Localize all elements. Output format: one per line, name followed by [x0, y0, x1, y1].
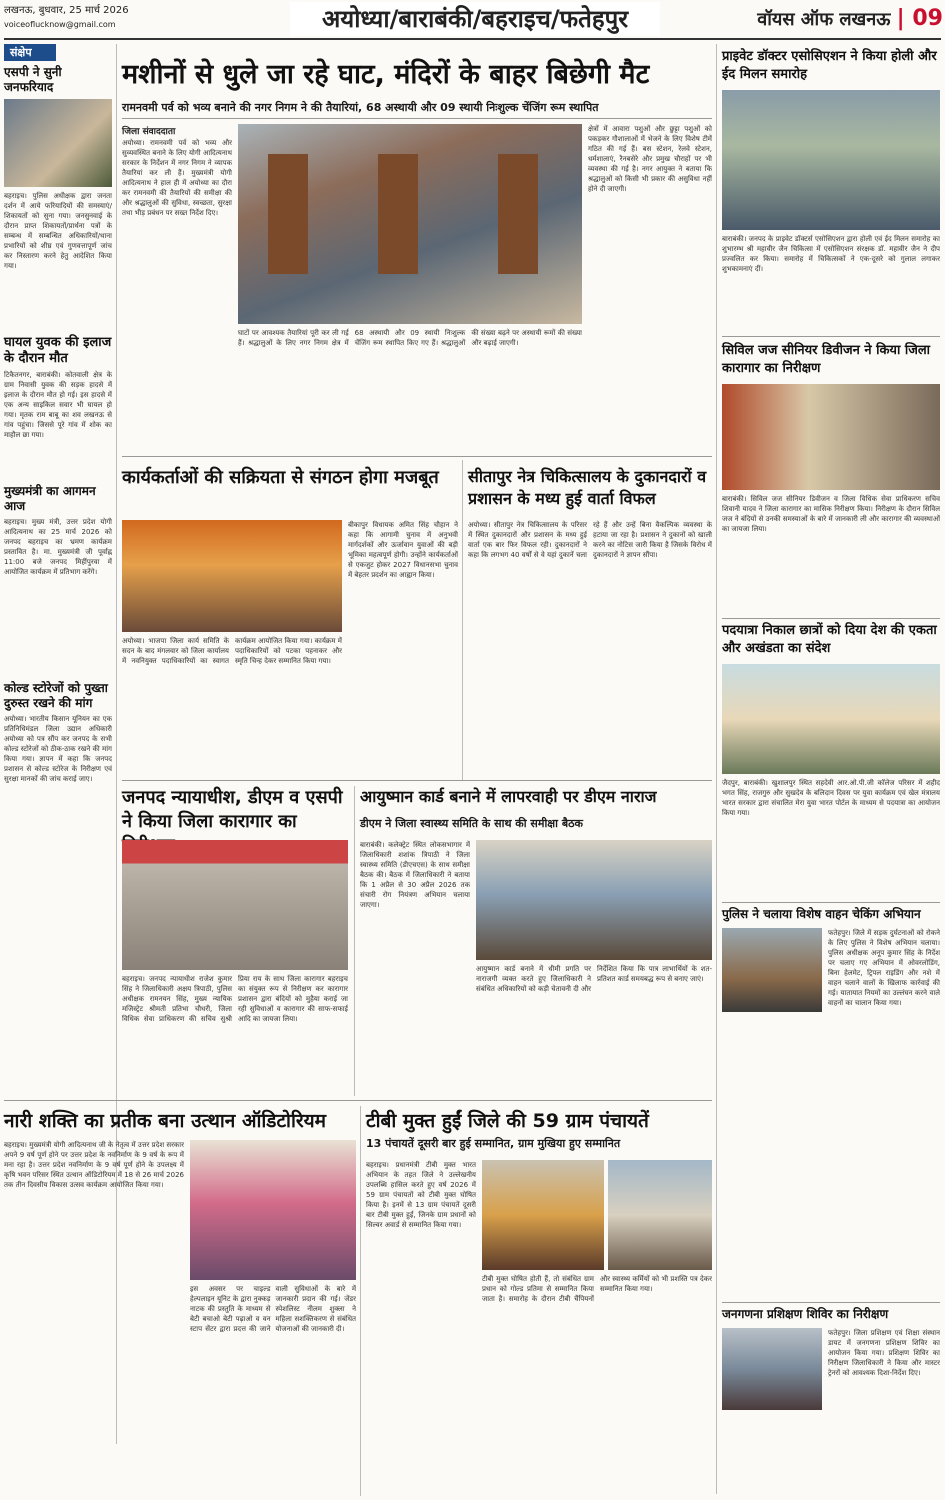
- police-headline: पुलिस ने चलाया विशेष वाहन चेकिंग अभियान: [722, 907, 921, 921]
- masthead-dateline-block: [4, 4, 194, 32]
- lead-body-2: घाटों पर आवश्यक तैयारियां पूरी कर ली गई हैं। श्रद्धालुओं के लिए नगर निगम क्षेत्र में 68 अस्थायी और 09 स्थायी निःशुल्क चेंजिंग रूम स्थापित किए गए हैं। श्रद्धालुओं की संख्या बढ़ने पर अस्थायी रूमों की संख्या और बढ़ाई जाएगी।: [238, 329, 582, 347]
- brief-photo-1: [4, 99, 112, 187]
- clinic-headline: प्राइवेट डॉक्टर एसोसिएशन ने किया होली और ईद मिलन समारोह: [722, 49, 937, 82]
- email: voiceoflucknow@gmail.com: [4, 20, 116, 29]
- tb-body-1: बहराइच। प्रधानमंत्री टीबी मुक्त भारत अभियान के तहत जिले ने उल्लेखनीय उपलब्धि हासिल करते हुए वर्ष 2026 में 59 ग्राम पंचायतों को टीबी मुक्त घोषित किया है। इनमें से 13 ग्राम पंचायतें दूसरी बार टीबी मुक्त हुईं, जिनके ग्राम प्रधानों को सिल्वर अवार्ड से सम्मानित किया गया।: [366, 1161, 476, 1229]
- brief-text-4: अयोध्या। भारतीय किसान यूनियन का एक प्रतिनिधिमंडल जिला उद्यान अधिकारी अयोध्या को पत्र सौंप कर जनपद के सभी कोल्ड स्टोरेजों को ठीक-ठाक रखने की मांग किया गया। ज्ञापन में कहा कि जनपद प्रशासन से कोल्ड स्टोरेज के निरीक्षण एवं सुरक्षा मानकों की जांच कराई जाए।: [4, 715, 112, 783]
- jangana-photo: [722, 1328, 822, 1410]
- nari-photo: [190, 1140, 356, 1280]
- civiljudge-photo: [722, 384, 940, 490]
- ayushman-body-2: आयुष्मान कार्ड बनाने में धीमी प्रगति पर नाराजगी व्यक्त करते हुए जिलाधिकारी ने संबंधित अधिकारियों को कड़ी चेतावनी दी और निर्देशित किया कि पात्र लाभार्थियों के शत-प्रतिशत कार्ड समयबद्ध रूप से बनाए जाएं।: [476, 965, 712, 993]
- lead-body-3: क्षेत्रों में आवारा पशुओं और छुट्टा पशुओं को पकड़कर गौशालाओं में भेजने के लिए विशेष टीमें गठित की गई हैं। बस स्टेशन, रेलवे स्टेशन, धर्मशालाएं, रैनबसेरे और प्रमुख चौराहों पर भी व्यवस्था की गई है। नगर आयुक्त ने बताया कि श्रद्धालुओं को किसी भी प्रकार की असुविधा नहीं होने दी जाएगी।: [588, 125, 712, 193]
- section-rule: [4, 1100, 712, 1101]
- ayushman-subhead: डीएम ने जिला स्वास्थ्य समिति के साथ की समीक्षा बैठक: [360, 817, 583, 830]
- brief-headline-3: मुख्यमंत्री का आगमन आज: [4, 484, 96, 513]
- brief-headline-2: घायल युवक की इलाज के दौरान मौत: [4, 335, 112, 366]
- lead-body-1: अयोध्या। रामनवमी पर्व को भव्य और सुव्यवस्थित बनाने के लिए योगी आदित्यनाथ सरकार के निर्देशन में नगर निगम ने व्यापक तैयारियां कर ली हैं। मुख्यमंत्री योगी आदित्यनाथ ने हाल ही में अयोध्या का दौरा कर रामनवमी की तैयारियों की समीक्षा की और श्रद्धालुओं की सुविधा, स्वच्छता, सुरक्षा तथा भीड़ प्रबंधन पर सख्त निर्देश दिए।: [122, 139, 232, 217]
- section-rule: [722, 618, 940, 619]
- nari-body-2: इस अवसर पर चाइल्ड हेल्पलाइन यूनिट के द्वारा नुक्कड़ नाटक की प्रस्तुति के माध्यम से बेटी बचाओ बेटी पढ़ाओ व वन स्टाप सेंटर द्वारा प्रदत्त की जाने वाली सुविधाओं के बारे में जानकारी प्रदान की गई। जेंडर स्पेशलिस्ट नीलम शुक्ला ने महिला सशक्तिकरण से संबंधित योजनाओं की जानकारी दी।: [190, 1285, 356, 1333]
- brief-text-2: टिकैतनगर, बाराबंकी। कोतवाली क्षेत्र के ग्राम निवासी युवक की सड़क हादसे में इलाज के दौरान मौत हो गई। इस हादसे में एक अन्य साइकिल सवार भी घायल हो गया। मृतक राम बाबू का शव लखनऊ से गांव पहुंचा। जिससे पूरे गांव में शोक का माहौल छा गया।: [4, 371, 112, 439]
- clinic-photo: [722, 90, 940, 230]
- sitapur-headline: सीतापुर नेत्र चिकित्सालय के दुकानदारों व प्रशासन के मध्य हुई वार्ता विफल: [468, 467, 707, 508]
- tb-headline: टीबी मुक्त हुईं जिले की 59 ग्राम पंचायतें: [366, 1110, 649, 1132]
- lead-photo: [238, 124, 582, 324]
- section-rule: [722, 902, 940, 903]
- police-body: फतेहपुर। जिले में सड़क दुर्घटनाओं को रोकने के लिए पुलिस ने विशेष अभियान चलाया। पुलिस अधीक्षक अनूप कुमार सिंह के निर्देश पर चलाए गए अभियान में ओवरलोडिंग, बिना हेलमेट, ट्रिपल राइडिंग और नशे में वाहन चलाने वालों के खिलाफ कार्रवाई की गई। यातायात नियमों का उल्लंघन करने वाले वाहनों का चालान किया गया।: [828, 929, 940, 1007]
- column-rule: [716, 44, 717, 1494]
- column-rule: [462, 460, 463, 780]
- tb-photo-2: [608, 1160, 712, 1270]
- jangana-body: फतेहपुर। जिला प्रशिक्षण एवं शिक्षा संस्थान डायट में जनगणना प्रशिक्षण शिविर का आयोजन किया गया। प्रशिक्षण शिविर का निरीक्षण जिलाधिकारी ने किया और मास्टर ट्रेनरों को आवश्यक दिशा-निर्देश दिए।: [828, 1329, 940, 1377]
- section-rule: [722, 336, 940, 337]
- padyatra-photo: [722, 664, 940, 774]
- clinic-body: बाराबंकी। जनपद के प्राइवेट डॉक्टर्स एसोसिएशन द्वारा होली एवं ईद मिलन समारोह का शुभारम्भ श्री महावीर जैन चिकित्सा में एसोसिएशन संरक्षक डॉ. महावीर जैन ने दीप प्रज्वलित कर किया। समारोह में चिकित्सकों ने एक-दूसरे को गुलाल लगाकर शुभकामनाएं दीं।: [722, 235, 940, 273]
- padyatra-headline: पदयात्रा निकाल छात्रों को दिया देश की एकता और अखंडता का संदेश: [722, 623, 937, 656]
- brief-text-1: बहराइच। पुलिस अधीक्षक द्वारा जनता दर्शन में आये फरियादियों की समस्याएं/शिकायतों को सुना गया। जनसुनवाई के दौरान प्राप्त शिकायतों/प्रार्थना पत्रों के सम्बन्ध में सम्बन्धित अधिकारियों/थाना प्रभारियों को शीघ्र एवं गुणवत्तापूर्ण जांच कर निस्तारण करने हेतु आदेशित किया गया।: [4, 192, 112, 270]
- sidebar-tag: संक्षेप: [4, 44, 56, 61]
- ayushman-headline: आयुष्मान कार्ड बनाने में लापरवाही पर डीएम नाराज: [360, 787, 657, 806]
- section-rule: [122, 780, 712, 781]
- kara-body: बहराइच। जनपद न्यायाधीश राजेश कुमार सिंह ने जिलाधिकारी अक्षय त्रिपाठी, पुलिस अधीक्षक रामनयन सिंह, मुख्य न्यायिक मजिस्ट्रेट श्रीमती प्रतिभा चौधरी, जिला विधिक सेवा प्राधिकरण की सचिव सुश्री प्रिया राय के साथ जिला कारागार बहराइच का संयुक्त रूप से निरीक्षण कर कारागार प्रशासन द्वारा बंदियों को मुहैया कराई जा रही सुविधाओं व कारागार की साफ-सफाई आदि का जायजा लिया।: [122, 975, 348, 1023]
- masthead-rule: [4, 38, 941, 40]
- kara-headline: जनपद न्यायाधीश, डीएम व एसपी ने किया जिला कारागार का: [122, 787, 343, 832]
- karyakarta-body-2: बीकापुर विधायक अमित सिंह चौहान ने कहा कि आगामी चुनाव में अनुभवी मार्गदर्शकों और ऊर्जावान युवाओं की बड़ी भूमिका महत्वपूर्ण होगी। उन्होंने कार्यकर्ताओं से एकजुट होकर 2027 विधानसभा चुनाव में बेहतर प्रदर्शन का आह्वान किया।: [348, 521, 458, 579]
- tb-subhead: 13 पंचायतें दूसरी बार हुई सम्मानित, ग्राम मुखिया हुए सम्मानित: [366, 1137, 621, 1150]
- lead-rule: [122, 456, 712, 457]
- kara-photo: [122, 840, 348, 970]
- tb-body-2: टीबी मुक्त घोषित होती हैं, तो संबंधित ग्राम प्रधान को गोल्ड प्रतिमा से सम्मानित किया जाता है। समारोह के दौरान टीबी चैंपियनों और स्वास्थ्य कर्मियों को भी प्रशस्ति पत्र देकर सम्मानित किया गया।: [482, 1275, 712, 1303]
- section-rule: [722, 1302, 940, 1303]
- nari-headline: नारी शक्ति का प्रतीक बना उत्थान ऑडिटोरियम: [4, 1110, 327, 1132]
- column-rule: [360, 1106, 361, 1496]
- brief-headline-1: एसपी ने सुनी जनफरियाद: [4, 65, 62, 94]
- police-photo: [722, 928, 822, 1012]
- paper-name: वॉयस ऑफ लखनऊ | 09: [757, 6, 943, 31]
- jangana-headline: जनगणना प्रशिक्षण शिविर का निरीक्षण: [722, 1307, 889, 1321]
- page-number: 09: [912, 6, 943, 31]
- ayushman-body-1: बाराबंकी। कलेक्ट्रेट स्थित लोकसभागार में जिलाधिकारी शशांक त्रिपाठी ने जिला स्वास्थ्य समिति (डीएचएस) के साथ समीक्षा बैठक की। बैठक में जिलाधिकारी ने बताया कि 1 अप्रैल से 30 अप्रैल 2026 तक संचारी रोग नियंत्रण अभियान चलाया जाएगा।: [360, 841, 470, 909]
- lead-byline: जिला संवाददाता: [122, 127, 176, 137]
- brief-text-3: बहराइच। मुख्य मंत्री, उत्तर प्रदेश योगी आदित्यनाथ का 25 मार्च 2026 को जनपद बहराइच का भ्रमण कार्यक्रम प्रस्तावित है। मा. मुख्यमंत्री जी पूर्वाह्न 11:00 बजे जनपद मिहींपुरवा में आयोजित कार्यक्रम में प्रतिभाग करेंगे।: [4, 518, 112, 576]
- brief-headline-4: कोल्ड स्टोरेजों को पुख्ता दुरुस्त रखने की मांग: [4, 681, 108, 710]
- dateline: लखनऊ, बुधवार, 25 मार्च 2026: [4, 5, 129, 16]
- civiljudge-headline: सिविल जज सीनियर डिवीजन ने किया जिला कारागार का निरीक्षण: [722, 343, 931, 376]
- sitapur-body: अयोध्या। सीतापुर नेत्र चिकित्सालय के परिसर में स्थित दुकानदारों और प्रशासन के मध्य हुई वार्ता एक बार फिर विफल रही। दुकानदारों ने कहा कि लगभग 40 वर्षों से वे यहां दुकानें चला रहे हैं और उन्हें बिना वैकल्पिक व्यवस्था के हटाया जा रहा है। प्रशासन ने दुकानों को खाली करने का नोटिस जारी किया है जिसके विरोध में दुकानदारों ने ज्ञापन सौंपा।: [468, 521, 712, 559]
- nari-body-1: बहराइच। मुख्यमंत्री योगी आदित्यनाथ जी के नेतृत्व में उत्तर प्रदेश सरकार अपने 9 वर्ष पूर्ण होने पर उत्तर प्रदेश के नवनिर्माण के 9 वर्ष के रूप में मना रहा है। उत्तर प्रदेश नवनिर्माण के 9 वर्ष पूर्ण होने के उपलक्ष्य में कृषि भवन परिसर स्थित उत्थान ऑडिटोरियम में 18 से 26 मार्च 2026 तक तीन दिवसीय विकास उत्सव कार्यक्रम आयोजित किया गया।: [4, 1141, 184, 1189]
- karyakarta-photo: [122, 520, 342, 632]
- karyakarta-headline: कार्यकर्ताओं की सक्रियता से संगठन होगा मजबूत: [122, 467, 439, 488]
- column-rule: [354, 786, 355, 1096]
- civiljudge-body: बाराबंकी। सिविल जज सीनियर डिवीजन व जिला विधिक सेवा प्राधिकरण सचिव शिवानी यादव ने जिला कारागार का मासिक निरीक्षण किया। निरीक्षण के दौरान सिविल जज ने बंदियों से उनकी समस्याओं के बारे में जानकारी ली और कारागार की व्यवस्थाओं का जायजा लिया।: [722, 495, 940, 533]
- lead-subhead: रामनवमी पर्व को भव्य बनाने की नगर निगम ने की तैयारियां, 68 अस्थायी और 09 स्थायी निःशुल्क चेंजिंग रूम स्थापित: [122, 100, 712, 119]
- karyakarta-body-1: अयोध्या। भाजपा जिला कार्य समिति के सदन के बाद मंगलवार को जिला कार्यालय में नवनियुक्त पदाधिकारियों का स्वागत कार्यक्रम आयोजित किया गया। कार्यक्रम में पदाधिकारियों को पटका पहनाकर और स्मृति चिन्ह देकर सम्मानित किया गया।: [122, 637, 342, 665]
- ayushman-photo: [476, 840, 712, 960]
- section-title: अयोध्या/बाराबंकी/बहराइच/फतेहपुर: [290, 2, 660, 36]
- padyatra-body: जैदपुर, बाराबंकी। खुशालपुर स्थित सहदेवी आर.ओ.पी.जी कॉलेज परिसर में शहीद भगत सिंह, राजगुरु और सुखदेव के बलिदान दिवस पर युवा कार्यक्रम एवं खेल मंत्रालय भारत सरकार द्वारा संचालित मेरा युवा भारत पोर्टल के माध्यम से पदयात्रा का आयोजन किया गया।: [722, 779, 940, 817]
- lead-headline: मशीनों से धुले जा रहे घाट, मंदिरों के बाहर बिछेगी मैट: [122, 59, 650, 90]
- paper-title: वॉयस ऑफ लखनऊ: [757, 9, 891, 30]
- tb-photo: [482, 1160, 604, 1270]
